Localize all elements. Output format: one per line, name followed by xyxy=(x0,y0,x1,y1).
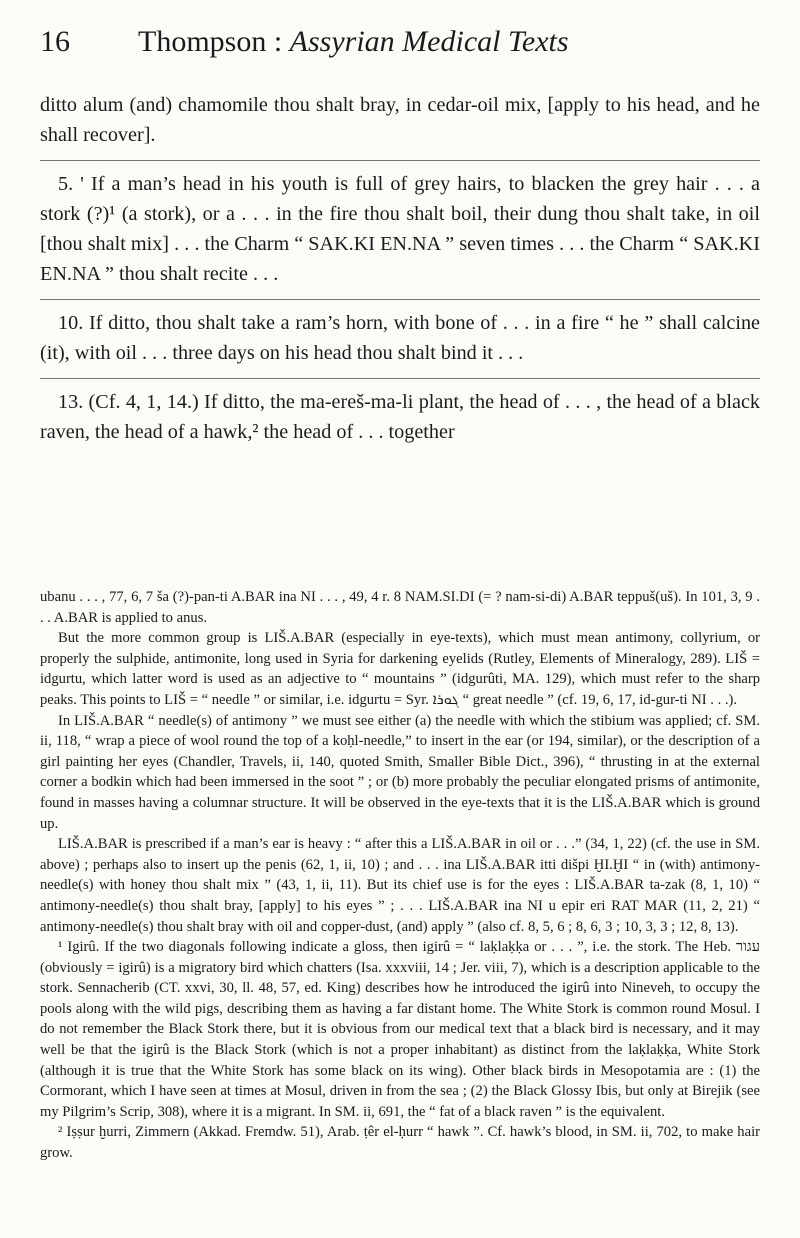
running-title xyxy=(138,22,569,62)
footnote-2: ² Iṣṣur ḫurri, Zimmern (Akkad. Fremdw. 51), Arab. ṭêr el-ḥurr “ hawk ”. Cf. hawk’s blood, in SM. ii, 702, to make hair grow. xyxy=(40,1124,760,1162)
note-needle: In LIŠ.A.BAR “ needle(s) of antimony ” we must see either (a) the needle with which the stibium was applied; cf. SM. ii, 118, “ wrap a piece of wool round the top of a koḥl-needle,” to insert in the ear (or 194, similar), or the description of a girl painting her eyes (Chandler, Travels, ii, 140, quoted Smith, Smaller Bible Dict., 396), “ thrusting in at the external corner a bodkin which had been immersed in the soot ” ; or (b) more probably the peculiar elongated prisms of antimonite, found in masses having a columnar structure. It will be observed in the eye-texts that it is the LIŠ.A.BAR which is ground up. xyxy=(40,712,760,832)
section-5 xyxy=(40,160,760,289)
paragraph-5: 5. ' If a man’s head in his youth is full of grey hairs, to blacken the grey hair . . . a stork (?)¹ (a stork), or a . . . in the fire thou shalt boil, their dung thou shalt take, in oil [thou shalt mix] . . . the Charm “ SAK.KI EN.NA ” seven times . . . the Charm “ SAK.KI EN.NA ” thou shalt recite . . . xyxy=(40,173,760,285)
notes-section xyxy=(40,587,760,1164)
page-number: 16 xyxy=(40,25,70,58)
translation-text xyxy=(40,90,760,447)
note-continuation: ubanu . . . , 77, 6, 7 ša (?)-pan-ti A.BAR ina NI . . . , 49, 4 r. 8 NAM.SI.DI (= ? nam-si-di) A.BAR teppuš(uš). In 101, 3, 9 . . . A.BAR is applied to anus. xyxy=(40,589,760,626)
paragraph-ditto-alum: ditto alum (and) chamomile thou shalt bray, in cedar-oil mix, [apply to his head, and he shall recover]. xyxy=(40,94,760,146)
running-header xyxy=(40,22,760,62)
note-antimony: But the more common group is LIŠ.A.BAR (especially in eye-texts), which must mean antimony, collyrium, or properly the sulphide, antimonite, long used in Syria for darkening eyelids (Rutley, Elements of Mineralogy, 289). LIŠ = idgurtu, which latter word is used as an adjective to “ mountains ” (idgurûti, MA. 129), which must refer to the sharp peaks. This points to LIŠ = “ needle ” or similar, i.e. idgurtu = Syr. ܓܘܪܐ “ great needle ” (cf. 19, 6, 17, id-gur-ti NI . . .). xyxy=(40,630,760,708)
note-uses: LIŠ.A.BAR is prescribed if a man’s ear is heavy : “ after this a LIŠ.A.BAR in oil or . . .” (34, 1, 22) (cf. the use in SM. above) ; perhaps also to insert up the penis (62, 1, ii, 10) ; and . . . ina LIŠ.A.BAR itti dišpi ḪI.ḪI “ in (with) antimony-needle(s) with honey thou shalt mix ” (43, 1, ii, 11). But its chief use is for the eyes : LIŠ.A.BAR ta-zak (8, 1, 10) “ antimony-needle(s) thou shalt bray, [apply] to his eyes ” ; . . . LIŠ.A.BAR ina NI u epir eri RAT MAR (11, 2, 21) “ antimony-needle(s) thou shalt bray with oil and copper-dust, (and) apply ” (also cf. 8, 5, 6 ; 8, 6, 3 ; 10, 3, 3 ; 12, 8, 13). xyxy=(40,836,760,935)
paragraph-10: 10. If ditto, thou shalt take a ram’s horn, with bone of . . . in a fire “ he ” shall calcine (it), with oil . . . three days on his head thou shalt bind it . . . xyxy=(40,312,760,364)
running-title-author: Thompson : xyxy=(138,25,283,58)
section-13 xyxy=(40,378,760,447)
running-title-book: Assyrian Medical Texts xyxy=(289,25,569,58)
footnote-1: ¹ Igirû. If the two diagonals following indicate a gloss, then igirû = “ laḳlaḳḳa or . . . ”, i.e. the stork. The Heb. עגור (obviously = igirû) is a migratory bird which chatters (Isa. xxxviii, 14 ; Jer. viii, 7), which is a description applicable to the stork. Sennacherib (CT. xxvi, 30, ll. 48, 57, ed. King) describes how he introduced the igirû into Nineveh, to occupy the pools along with the wild pigs, describing them as having a far distant home. The White Stork is common round Mosul. I do not remember the Black Stork there, but it is obvious from our medical text that a black bird is necessary, and it may well be that the igirû is the Black Stork (which is not a proper inhabitant) as distinct from the laḳlaḳḳa, White Stork (although it is true that the White Stork has some black on its wing). Other black birds in Mesopotamia are : (1) the Cormorant, which I have seen at times at Mosul, driven in from the sea ; (2) the Black Glossy Ibis, but only at Birejik (see my Pilgrim’s Scrip, 308), where it is a migrant. In SM. ii, 691, the “ fat of a black raven ” is the equivalent. xyxy=(40,939,760,1120)
section-10 xyxy=(40,299,760,368)
paragraph-13: 13. (Cf. 4, 1, 14.) If ditto, the ma-ereš-ma-li plant, the head of . . . , the head of a black raven, the head of a hawk,² the head of . . . together xyxy=(40,391,760,443)
